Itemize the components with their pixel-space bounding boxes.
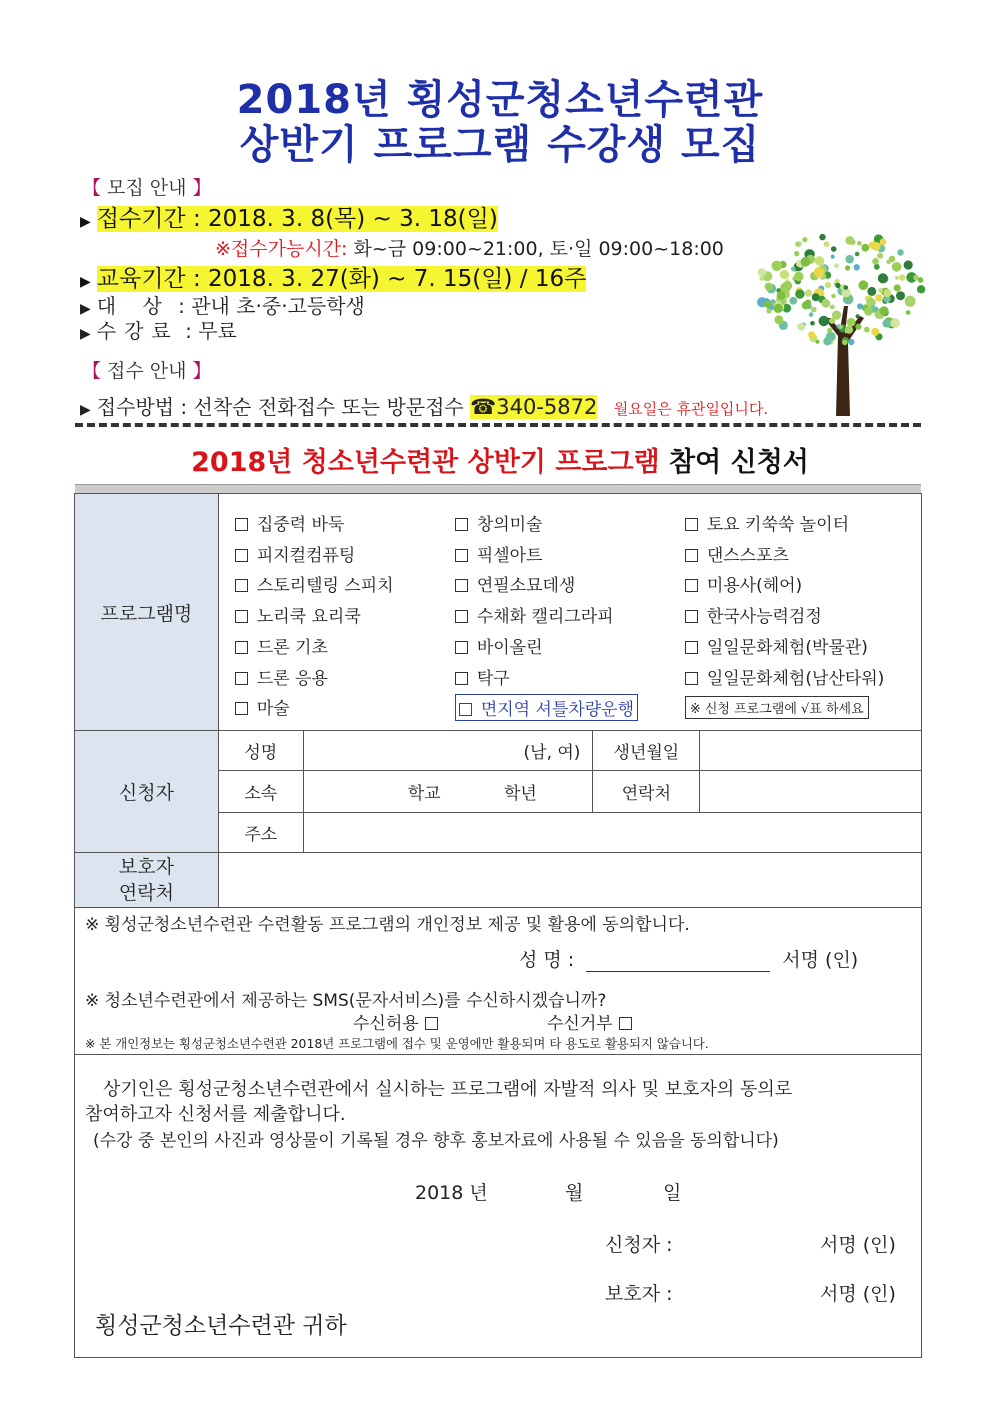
leaf-dot bbox=[759, 276, 764, 281]
program-option-label: 드론 기초 bbox=[256, 637, 328, 658]
leaf-dot bbox=[871, 328, 879, 336]
leaf-dot bbox=[791, 267, 796, 272]
recruit-section-label: 【 모집 안내 】 bbox=[82, 177, 212, 199]
leaf-dot bbox=[895, 276, 899, 280]
edu-value: 2018. 3. 27(화) ~ 7. 15(일) / 16주 bbox=[208, 266, 587, 292]
leaf-dot bbox=[847, 318, 856, 327]
leaf-dot bbox=[783, 281, 793, 291]
program-option-label: 탁구 bbox=[476, 668, 510, 689]
method-value: 선착순 전화접수 또는 방문접수 bbox=[193, 395, 464, 419]
leaf-dot bbox=[845, 255, 854, 264]
program-option[interactable] bbox=[235, 694, 290, 719]
leaf-dot bbox=[805, 289, 812, 296]
form-title: 2018년 청소년수련관 상반기 프로그램 참여 신청서 bbox=[191, 447, 809, 478]
declaration-section bbox=[75, 1055, 921, 1357]
leaf-dot bbox=[808, 331, 815, 338]
checkbox-icon[interactable] bbox=[685, 549, 698, 562]
program-option-label: 드론 응용 bbox=[256, 668, 328, 689]
leaf-dot bbox=[857, 241, 862, 246]
leaf-dot bbox=[842, 340, 848, 346]
date-year: 2018 년 bbox=[415, 1182, 488, 1204]
leaf-dot bbox=[892, 262, 902, 272]
leaf-dot bbox=[894, 284, 901, 291]
leaf-dot bbox=[835, 283, 840, 288]
leaf-dot bbox=[795, 289, 804, 298]
sms-question: ※ 청소년수련관에서 제공하는 SMS(문자서비스)를 수신하시겠습니까? bbox=[85, 991, 607, 1011]
reception-section-label: 【 접수 안내 】 bbox=[82, 360, 212, 382]
leaf-dot bbox=[884, 289, 892, 297]
checkbox-icon[interactable] bbox=[235, 610, 248, 623]
program-option-label: 토요 키쑥쑥 놀이터 bbox=[706, 515, 849, 535]
period-row: ▶ 접수기간 : 2018. 3. 8(목) ~ 3. 18(일) bbox=[80, 206, 498, 232]
program-option-label: 일일문화체험(남산타워) bbox=[706, 668, 885, 689]
checkbox-icon[interactable] bbox=[459, 703, 472, 716]
leaf-dot bbox=[917, 285, 925, 293]
leaf-dot bbox=[880, 239, 887, 246]
leaf-dot bbox=[794, 251, 799, 256]
leaf-dot bbox=[774, 315, 783, 324]
leaf-dot bbox=[829, 318, 835, 324]
leaf-dot bbox=[777, 291, 786, 300]
checkbox-icon[interactable] bbox=[455, 518, 468, 531]
fee-row: ▶ 수강료 : 무료 bbox=[80, 319, 237, 343]
target-row: ▶ 대 상 : 관내 초·중·고등학생 bbox=[80, 294, 365, 318]
program-option[interactable] bbox=[685, 602, 822, 627]
program-option[interactable] bbox=[235, 664, 328, 689]
leaf-dot bbox=[781, 300, 785, 304]
program-list bbox=[219, 494, 921, 730]
school-label: 학교 bbox=[407, 784, 441, 804]
leaf-dot bbox=[918, 277, 924, 283]
leaf-dot bbox=[766, 308, 771, 313]
program-option-label: 픽셀아트 bbox=[476, 545, 543, 566]
program-note: ※ 신청 프로그램에 √표 하세요 bbox=[685, 696, 869, 719]
leaf-dot bbox=[823, 337, 831, 345]
program-option-label: 미용사(헤어) bbox=[706, 576, 803, 597]
checkbox-icon[interactable] bbox=[685, 579, 698, 592]
leaf-dot bbox=[879, 306, 888, 315]
application-form bbox=[74, 493, 922, 1358]
checkbox-icon[interactable] bbox=[235, 672, 248, 685]
address-label: 주소 bbox=[218, 813, 303, 853]
leaf-dot bbox=[878, 273, 888, 283]
leaf-dot bbox=[789, 297, 797, 305]
leaf-dot bbox=[780, 270, 789, 279]
leaf-dot bbox=[855, 252, 860, 257]
name-field[interactable] bbox=[303, 731, 593, 771]
leaf-dot bbox=[899, 274, 905, 280]
leaf-dot bbox=[905, 296, 916, 307]
program-option[interactable] bbox=[685, 633, 868, 658]
period-label: 접수기간 bbox=[96, 206, 186, 232]
checkbox-icon[interactable] bbox=[685, 518, 698, 531]
leaf-dot bbox=[824, 241, 830, 247]
leaf-dot bbox=[875, 294, 882, 301]
leaf-dot bbox=[765, 283, 773, 291]
fee-value: 무료 bbox=[198, 319, 237, 343]
sms-reject-option[interactable]: 수신거부 bbox=[547, 1009, 632, 1034]
name-label: 성명 bbox=[218, 731, 303, 771]
leaf-dot bbox=[802, 237, 807, 242]
leaf-dot bbox=[819, 234, 825, 240]
arrow-icon: ▶ bbox=[80, 301, 91, 317]
program-option-label: 한국사능력검정 bbox=[706, 607, 822, 628]
guardian-contact-label: 보호자 연락처 bbox=[75, 853, 219, 908]
leaf-dot bbox=[812, 293, 820, 301]
leaf-dot bbox=[864, 327, 870, 333]
leaf-dot bbox=[861, 244, 869, 252]
closed-note: 월요일은 휴관일입니다. bbox=[613, 400, 769, 418]
program-option[interactable] bbox=[455, 510, 543, 535]
method-row: ▶ 접수방법 : 선착순 전화접수 또는 방문접수 ☎340-5872 월요일은 휴관일입니다. bbox=[80, 395, 769, 419]
consent-name-sign: 성 명 : 서명 (인) bbox=[519, 949, 859, 971]
leaf-dot bbox=[810, 321, 815, 326]
arrow-icon: ▶ bbox=[80, 402, 91, 418]
program-option-label: 댄스스포츠 bbox=[706, 545, 789, 566]
leaf-dot bbox=[877, 253, 883, 259]
applicant-sign-label: 신청자 : bbox=[605, 1234, 673, 1256]
hours-label: ※접수가능시간: bbox=[215, 238, 348, 260]
leaf-dot bbox=[802, 301, 810, 309]
affiliation-label: 소속 bbox=[218, 771, 303, 813]
method-label: 접수방법 bbox=[96, 395, 175, 419]
leaf-dot bbox=[794, 272, 804, 282]
hours-value: 화~금 09:00~21:00, 토·일 09:00~18:00 bbox=[353, 238, 724, 260]
program-option-label: 노리쿡 요리쿡 bbox=[256, 607, 361, 628]
date-day: 일 bbox=[663, 1182, 682, 1204]
leaf-dot bbox=[864, 307, 872, 315]
contact-field[interactable] bbox=[700, 771, 922, 813]
leaf-dot bbox=[830, 305, 835, 310]
leaf-dot bbox=[819, 316, 829, 326]
leaf-dot bbox=[811, 307, 817, 313]
program-option[interactable] bbox=[685, 664, 884, 689]
leaf-dot bbox=[872, 242, 881, 251]
program-option-label: 피지컬컴퓨팅 bbox=[256, 545, 356, 566]
leaf-dot bbox=[773, 304, 782, 313]
program-option-label: 집중력 바둑 bbox=[256, 515, 345, 535]
program-option[interactable] bbox=[455, 541, 543, 566]
checkbox-icon[interactable] bbox=[455, 610, 468, 623]
leaf-dot bbox=[856, 314, 860, 318]
program-label: 프로그램명 bbox=[75, 494, 219, 731]
leaf-dot bbox=[890, 318, 900, 328]
program-option[interactable] bbox=[235, 510, 345, 535]
leaf-dot bbox=[797, 323, 805, 331]
leaf-dot bbox=[839, 325, 843, 329]
leaf-dot bbox=[814, 267, 824, 277]
leaf-dot bbox=[848, 339, 854, 345]
gender-hint: (남, 여) bbox=[523, 743, 581, 763]
leaf-dot bbox=[882, 319, 890, 327]
page-title-line1: 2018년 횡성군청소년수련관 bbox=[236, 77, 764, 123]
leaf-dot bbox=[844, 285, 849, 290]
hours-row bbox=[215, 234, 724, 261]
leaf-dot bbox=[772, 261, 782, 271]
leaf-dot bbox=[906, 310, 911, 315]
leaf-dot bbox=[878, 288, 883, 293]
contact-label: 연락처 bbox=[593, 771, 700, 813]
declaration-line3: (수강 중 본인의 사진과 영상물이 기록될 경우 향후 홍보자료에 사용될 수 있음을 동의합니다) bbox=[93, 1131, 779, 1151]
program-option-label: 바이올린 bbox=[476, 637, 543, 658]
program-option[interactable] bbox=[455, 633, 543, 658]
checkbox-icon[interactable] bbox=[685, 610, 698, 623]
leaf-dot bbox=[845, 236, 854, 245]
leaf-dot bbox=[854, 264, 860, 270]
checkbox-icon[interactable] bbox=[455, 579, 468, 592]
program-option-label: 연필소묘데생 bbox=[476, 576, 576, 597]
applicant-label: 신청자 bbox=[75, 731, 219, 853]
leaf-dot bbox=[855, 324, 861, 330]
program-option[interactable] bbox=[235, 633, 328, 658]
program-option[interactable] bbox=[455, 664, 510, 689]
leaf-dot bbox=[858, 280, 868, 290]
checkbox-icon[interactable] bbox=[455, 672, 468, 685]
leaf-dot bbox=[831, 255, 835, 259]
leaf-dot bbox=[896, 291, 905, 300]
leaf-dot bbox=[815, 256, 825, 266]
leaf-dot bbox=[815, 340, 819, 344]
leaf-dot bbox=[821, 299, 830, 308]
checkbox-icon[interactable] bbox=[685, 641, 698, 654]
guardian-sign-field[interactable]: 서명 (인) bbox=[820, 1283, 896, 1305]
guardian-contact-field[interactable] bbox=[218, 853, 921, 908]
arrow-icon: ▶ bbox=[80, 274, 91, 290]
leaf-dot bbox=[834, 263, 839, 268]
privacy-agree-text: ※ 횡성군청소년수련관 수련활동 프로그램의 개인정보 제공 및 활용에 동의합니다. bbox=[85, 915, 690, 935]
birth-label: 생년월일 bbox=[593, 731, 700, 771]
checkbox-icon[interactable] bbox=[235, 549, 248, 562]
leaf-dot bbox=[825, 282, 831, 288]
date-month: 월 bbox=[565, 1182, 584, 1204]
grade-label: 학년 bbox=[503, 784, 537, 804]
dashed-divider bbox=[75, 423, 921, 427]
tree-illustration-icon bbox=[752, 226, 927, 416]
privacy-note: ※ 본 개인정보는 횡성군청소년수련관 2018년 프로그램에 접수 및 운영에만 활용되며 타 용도로 활용되지 않습니다. bbox=[85, 1036, 709, 1051]
checkbox-icon[interactable] bbox=[685, 672, 698, 685]
period-value: 2018. 3. 8(목) ~ 3. 18(일) bbox=[208, 206, 498, 232]
checkbox-icon[interactable] bbox=[235, 702, 248, 715]
addressee: 횡성군청소년수련관 귀하 bbox=[95, 1313, 347, 1339]
program-option-label: 수채화 캘리그라피 bbox=[476, 607, 614, 628]
guardian-sign-label: 보호자 : bbox=[605, 1283, 673, 1305]
leaf-dot bbox=[845, 326, 853, 334]
address-field[interactable] bbox=[303, 813, 921, 853]
fee-label: 수강료 bbox=[96, 319, 179, 343]
phone-number: ☎340-5872 bbox=[470, 395, 598, 419]
checkbox-icon[interactable] bbox=[619, 1017, 632, 1030]
leaf-dot bbox=[867, 287, 876, 296]
leaf-dot bbox=[874, 264, 880, 270]
sms-accept-option[interactable]: 수신허용 bbox=[353, 1009, 438, 1034]
leaf-dot bbox=[889, 256, 896, 263]
affiliation-field[interactable] bbox=[303, 771, 593, 813]
checkbox-icon[interactable] bbox=[455, 641, 468, 654]
program-option[interactable] bbox=[685, 541, 789, 566]
program-option[interactable] bbox=[685, 510, 849, 535]
program-option-label: 일일문화체험(박물관) bbox=[706, 637, 868, 658]
checkbox-icon[interactable] bbox=[455, 549, 468, 562]
leaf-dot bbox=[897, 249, 904, 256]
leaf-dot bbox=[764, 301, 771, 308]
target-value: 관내 초·중·고등학생 bbox=[191, 294, 365, 318]
program-option[interactable] bbox=[455, 694, 638, 721]
edu-label: 교육기간 bbox=[96, 266, 186, 292]
program-option-label: 마술 bbox=[256, 699, 290, 720]
leaf-dot bbox=[809, 312, 814, 317]
program-option[interactable] bbox=[235, 541, 356, 566]
leaf-dot bbox=[758, 268, 766, 276]
target-label: 대 상 bbox=[96, 294, 172, 318]
leaf-dot bbox=[827, 328, 832, 333]
checkbox-icon[interactable] bbox=[425, 1017, 438, 1030]
leaf-dot bbox=[831, 246, 837, 252]
checkbox-icon[interactable] bbox=[235, 518, 248, 531]
declaration-line2: 참여하고자 신청서를 제출합니다. bbox=[85, 1104, 346, 1125]
leaf-dot bbox=[904, 260, 913, 269]
page-title-line2: 상반기 프로그램 수강생 모집 bbox=[239, 122, 761, 168]
leaf-dot bbox=[801, 257, 811, 267]
declaration-line1: 상기인은 횡성군청소년수련관에서 실시하는 프로그램에 자발적 의사 및 보호자의 동의로 bbox=[103, 1079, 793, 1100]
program-option-label: 창의미술 bbox=[476, 515, 543, 535]
program-option-label: 스토리텔링 스피치 bbox=[256, 576, 394, 597]
leaf-dot bbox=[845, 265, 850, 270]
leaf-dot bbox=[831, 294, 835, 298]
signature-line[interactable] bbox=[586, 949, 770, 972]
checkbox-icon[interactable] bbox=[235, 641, 248, 654]
consent-section bbox=[75, 908, 921, 1054]
program-option-label: 면지역 셔틀차량운행 bbox=[480, 700, 635, 721]
leaf-dot bbox=[795, 241, 801, 247]
program-option[interactable] bbox=[455, 602, 614, 627]
program-option[interactable] bbox=[455, 571, 576, 596]
edu-row: ▶ 교육기간 : 2018. 3. 27(화) ~ 7. 15(일) / 16주 bbox=[80, 266, 587, 292]
arrow-icon: ▶ bbox=[80, 214, 91, 230]
applicant-sign-field[interactable]: 서명 (인) bbox=[820, 1234, 896, 1256]
program-option[interactable] bbox=[235, 602, 361, 627]
program-option[interactable] bbox=[235, 571, 394, 596]
program-option[interactable] bbox=[685, 571, 802, 596]
arrow-icon: ▶ bbox=[80, 326, 91, 342]
leaf-dot bbox=[857, 303, 863, 309]
checkbox-icon[interactable] bbox=[235, 579, 248, 592]
leaf-dot bbox=[872, 258, 879, 265]
birth-field[interactable] bbox=[700, 731, 922, 771]
